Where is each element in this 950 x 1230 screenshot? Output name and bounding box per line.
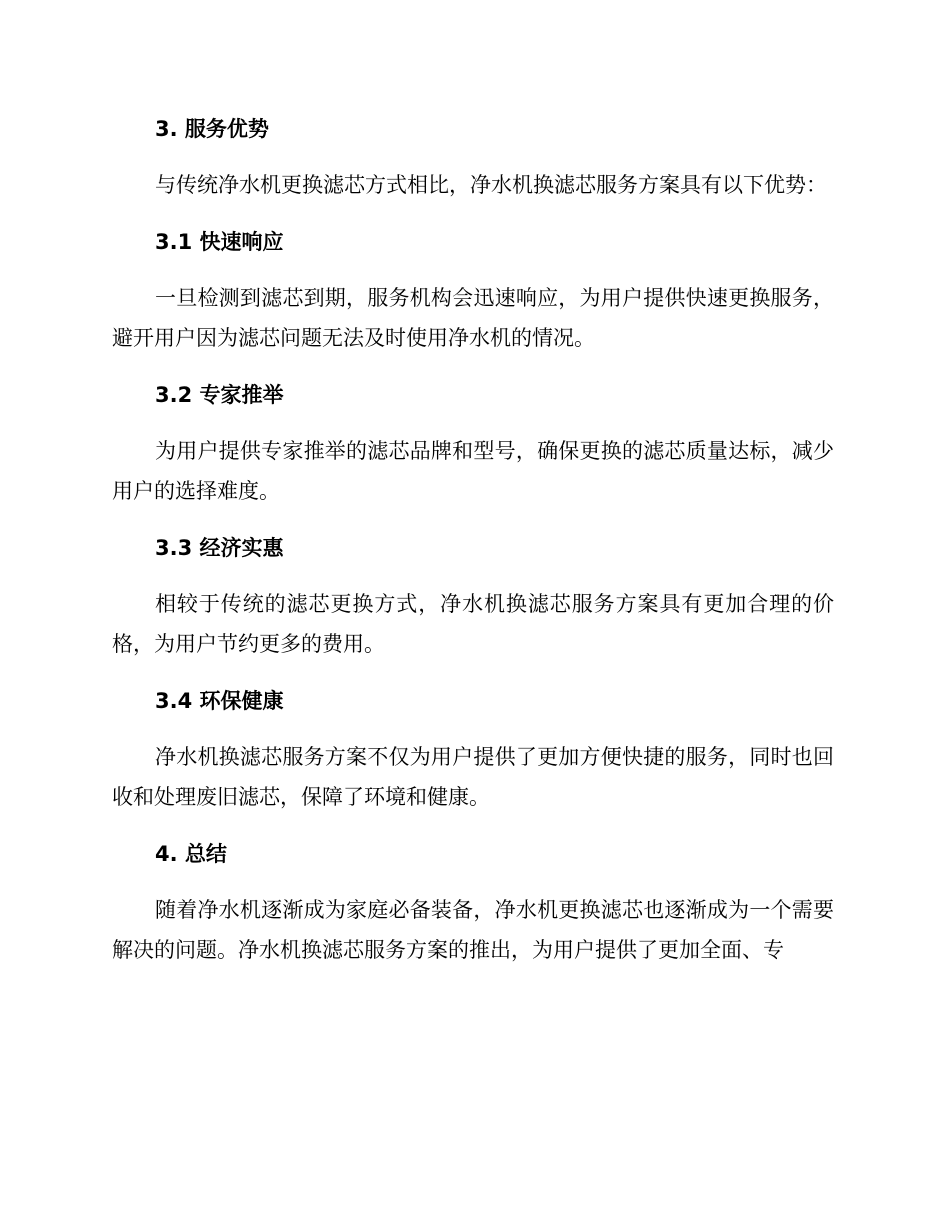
- subsection-heading-eco-health: 3.4 环保健康: [155, 689, 284, 713]
- document-content: [112, 111, 834, 989]
- paragraph-advantages-intro: 与传统净水机更换滤芯方式相比，净水机换滤芯服务方案具有以下优势：: [155, 173, 827, 197]
- paragraph-expert-recommendation: 为用户提供专家推举的滤芯品牌和型号，确保更换的滤芯质量达标，减少用户的选择难度。: [112, 439, 834, 503]
- subsection-heading-fast-response: 3.1 快速响应: [155, 230, 284, 254]
- paragraph-economical: 相较于传统的滤芯更换方式，净水机换滤芯服务方案具有更加合理的价格，为用户节约更多的费用。: [112, 592, 834, 656]
- section-heading-summary: 4. 总结: [155, 842, 227, 866]
- subsection-heading-economical: 3.3 经济实惠: [155, 536, 284, 560]
- section-heading-services-advantages: 3. 服务优势: [155, 117, 269, 141]
- subsection-heading-expert-recommendation: 3.2 专家推举: [155, 383, 284, 407]
- paragraph-summary: 随着净水机逐渐成为家庭必备装备，净水机更换滤芯也逐渐成为一个需要解决的问题。净水机换滤芯服务方案的推出，为用户提供了更加全面、专: [112, 898, 834, 962]
- paragraph-fast-response: 一旦检测到滤芯到期，服务机构会迅速响应，为用户提供快速更换服务，避开用户因为滤芯问题无法及时使用净水机的情况。: [112, 286, 834, 350]
- paragraph-eco-health: 净水机换滤芯服务方案不仅为用户提供了更加方便快捷的服务，同时也回收和处理废旧滤芯，保障了环境和健康。: [112, 745, 834, 809]
